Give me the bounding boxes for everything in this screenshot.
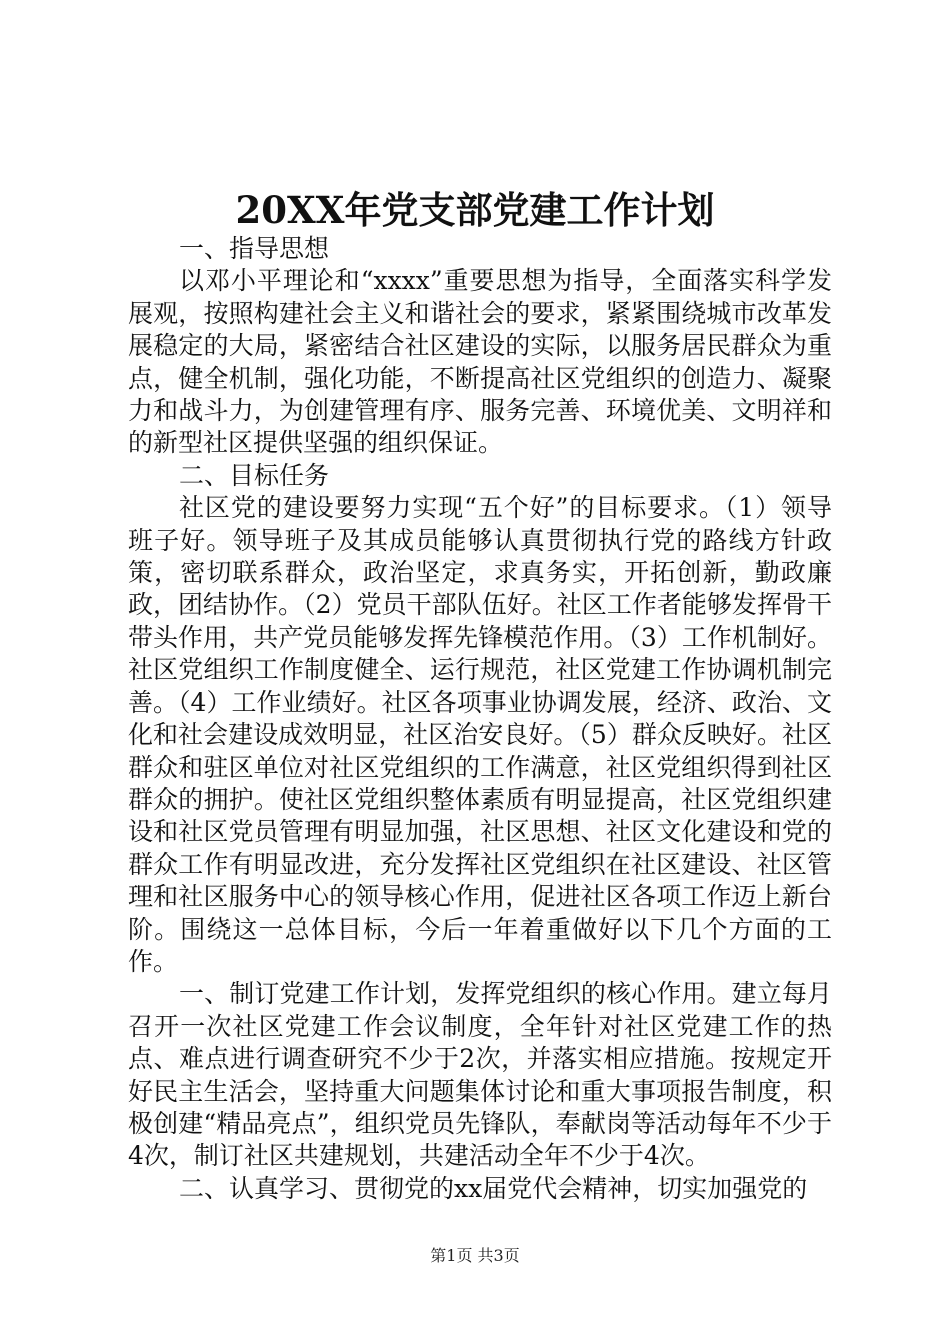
document-title: 20XX年党支部党建工作计划 (235, 188, 715, 232)
paragraph-goals: 社区党的建设要努力实现“五个好”的目标要求。（1）领导班子好。领导班子及其成员能够认真贯彻执行党的路线方针政策，密切联系群众，政治坚定，求真务实，开拓创新，勤政廉政，团结协作。（2）党员干部队伍好。社区工作者能够发挥骨干带头作用，共产党员能够发挥先锋模范作用。（3）工作机制好。社区党组织工作制度健全、运行规范，社区党建工作协调机制完善。（4）工作业绩好。社区各项事业协调发展，经济、政治、文化和社会建设成效明显，社区治安良好。（5）群众反映好。社区群众和驻区单位对社区党组织的工作满意，社区党组织得到社区群众的拥护。使社区党组织整体素质有明显提高，社区党组织建设和社区党员管理有明显加强，社区思想、社区文化建设和党的群众工作有明显改进，充分发挥社区党组织在社区建设、社区管理和社区服务中心的领导核心作用，促进社区各项工作迈上新台阶。围绕这一总体目标，今后一年着重做好以下几个方面的工作。 (128, 493, 832, 976)
document-body (128, 233, 832, 1205)
paragraph-work-plan: 一、制订党建工作计划，发挥党组织的核心作用。建立每月召开一次社区党建工作会议制度，全年针对社区党建工作的热点、难点进行调查研究不少于2次，并落实相应措施。按规定开好民主生活会，坚持重大问题集体讨论和重大事项报告制度，积极创建“精品亮点”，组织党员先锋队，奉献岗等活动每年不少于4次，制订社区共建规划，共建活动全年不少于4次。 (128, 979, 832, 1171)
paragraph-guiding-ideology: 以邓小平理论和“xxxx”重要思想为指导，全面落实科学发展观，按照构建社会主义和谐社会的要求，紧紧围绕城市改革发展稳定的大局，紧密结合社区建设的实际，以服务居民群众为重点，健全机制，强化功能，不断提高社区党组织的创造力、凝聚力和战斗力，为创建管理有序、服务完善、环境优美、文明祥和的新型社区提供坚强的组织保证。 (128, 266, 832, 458)
paragraph-study: 二、认真学习、贯彻党的xx届党代会精神，切实加强党的 (179, 1173, 808, 1203)
section-heading-guiding-ideology: 一、指导思想 (179, 234, 330, 263)
page-footer: 第1页 共3页 (430, 1246, 520, 1265)
section-heading-goals: 二、目标任务 (179, 460, 330, 490)
